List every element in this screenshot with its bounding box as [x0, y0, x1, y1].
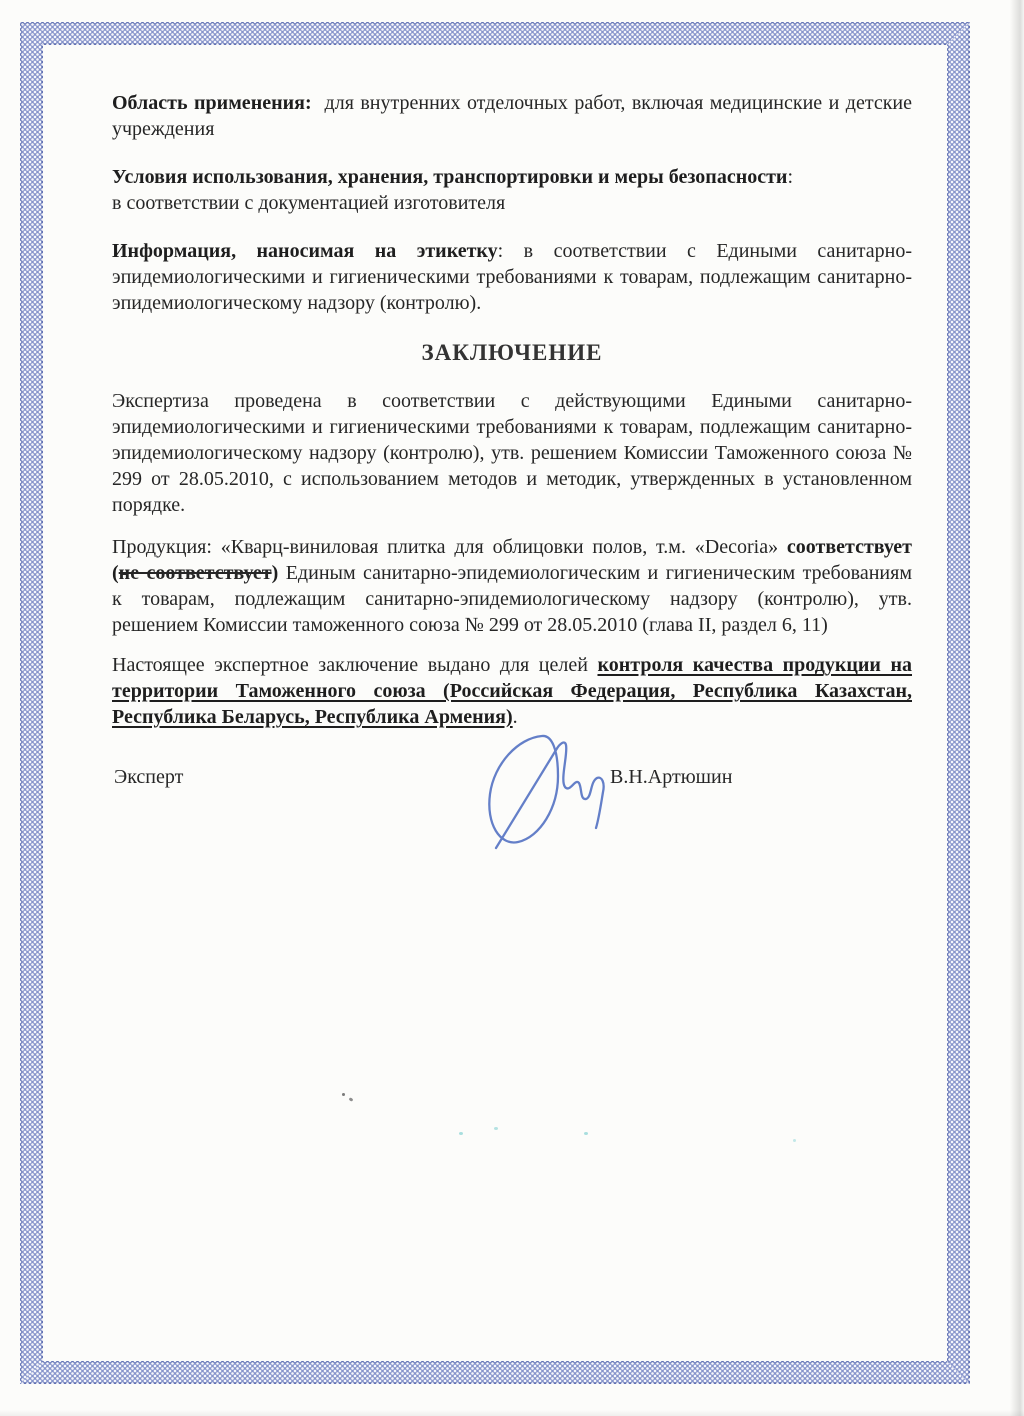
usage-conditions-label: Условия использования, хранения, транспортировки и меры безопасности — [112, 166, 788, 188]
signature-name: В.Н.Артюшин — [610, 766, 733, 788]
expertise-text: Экспертиза проведена в соответствии с действующими Едиными санитарно-эпидемиологическими и гигиеническими требованиями к товарам, подлежащим санитарно-эпидемиологическому надзору (контролю), утв. решением Комиссии Таможенного союза № 299 от 28.05.2010, с использованием методов и методик, утвержденных в установленном порядке. — [112, 390, 912, 516]
label-information-paragraph — [112, 238, 912, 316]
signature-role-label: Эксперт — [114, 766, 184, 788]
application-scope-text: для внутренних отделочных работ, включая медицинские и детские учреждения — [112, 92, 912, 140]
product-open-paren: ( — [112, 562, 119, 584]
document-body — [112, 90, 912, 890]
product-paragraph — [112, 534, 912, 638]
issuance-tail: . — [512, 706, 518, 728]
product-lead: Продукция: «Кварц-виниловая плитка для облицовки полов, т.м. «Decoria» — [112, 536, 787, 558]
usage-conditions-paragraph — [112, 164, 912, 216]
scan-speck — [459, 1132, 463, 1135]
border-strip-left — [20, 22, 43, 1384]
application-scope-paragraph — [112, 90, 912, 142]
scanner-paper-edge-right — [1010, 0, 1024, 1416]
usage-conditions-text: в соответствии с документацией изготовителя — [112, 192, 506, 214]
expertise-paragraph — [112, 388, 912, 518]
signature-block — [112, 760, 912, 890]
application-scope-label: Область применения: — [112, 92, 312, 114]
product-close-paren: ) — [271, 562, 286, 584]
handwritten-signature-icon — [472, 728, 702, 868]
scan-speck — [793, 1139, 796, 1142]
scan-speck — [584, 1132, 588, 1135]
issuance-lead: Настоящее экспертное заключение выдано для целей — [112, 654, 598, 676]
scan-speck — [342, 1093, 345, 1096]
label-information-label: Информация, наносимая на этикетку — [112, 240, 498, 262]
border-strip-right — [947, 22, 970, 1384]
border-strip-top — [20, 22, 970, 45]
product-corresponds: соответствует — [786, 536, 912, 558]
scanner-paper-edge-bottom — [0, 1410, 1024, 1416]
issuance-emphasized: контроля качества продукции на территории Таможенного союза (Российская Федерация, Республика Казахстан, Республика Беларусь, Республика Армения) — [112, 654, 912, 728]
border-strip-bottom — [20, 1361, 970, 1384]
issuance-paragraph — [112, 652, 912, 730]
usage-conditions-colon: : — [787, 166, 794, 188]
label-information-text: : в соответствии с Едиными санитарно-эпидемиологическими и гигиеническими требованиями к товарам, подлежащим санитарно-эпидемиологическому надзору (контролю). — [112, 240, 913, 314]
conclusion-heading: ЗАКЛЮЧЕНИЕ — [421, 340, 603, 365]
scan-speck — [494, 1127, 498, 1130]
product-rest: Единым санитарно-эпидемиологическим и гигиеническим требованиям к товарам, подлежащим санитарно-эпидемиологическому надзору (контролю), утв. решением Комиссии таможенного союза № 299 от 28.05.2010 (глава II, раздел 6, 11) — [112, 562, 912, 636]
product-not-corresponds-struck: не соответствует — [118, 562, 272, 584]
